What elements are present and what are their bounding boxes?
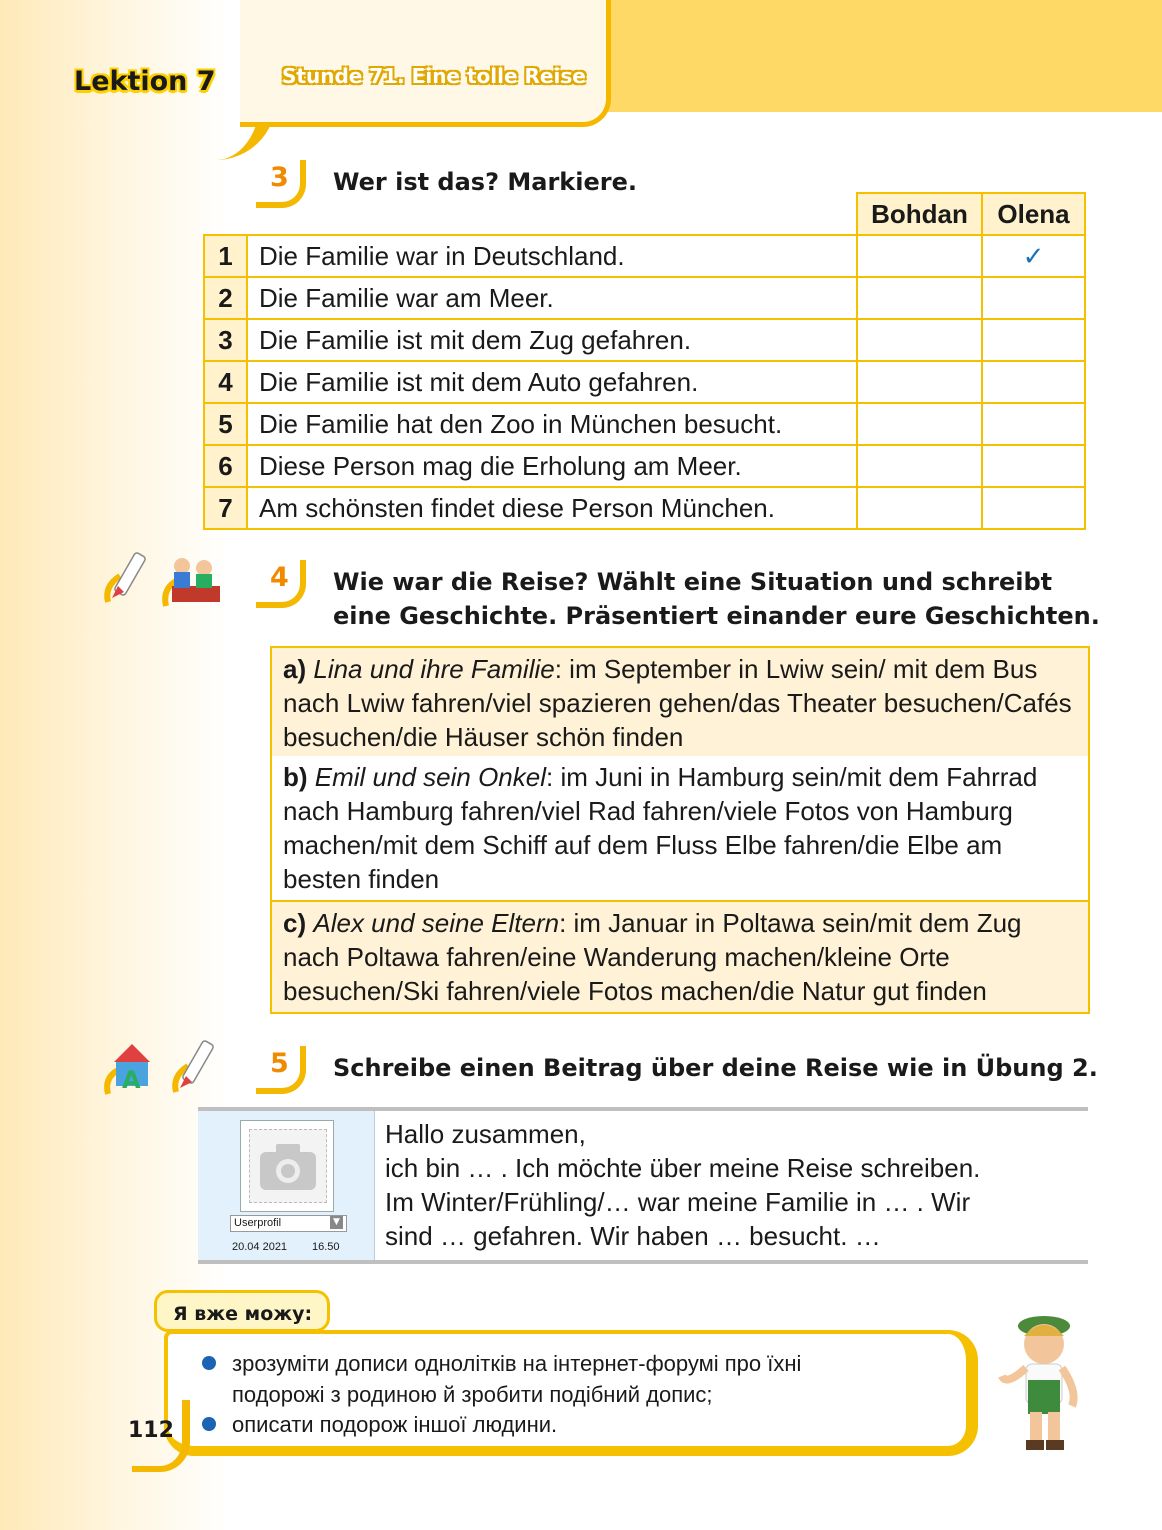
checkbox-cell[interactable] [982, 487, 1085, 529]
bullet-icon [202, 1417, 216, 1431]
exercise-4-title-line1: Wie war die Reise? Wählt eine Situation und schreibt [333, 568, 1053, 596]
table-row: 7 Am schönsten findet diese Person München. [204, 487, 1085, 529]
bullet-icon [202, 1356, 216, 1370]
camera-icon [250, 1130, 326, 1202]
pencil-icon [168, 1034, 228, 1098]
post-bottom-border [198, 1260, 1088, 1264]
exercise-5-title: Schreibe einen Beitrag über deine Reise wie in Übung 2. [333, 1054, 1098, 1082]
checkbox-cell[interactable] [857, 235, 982, 277]
column-header-bohdan: Bohdan [857, 193, 982, 235]
skill-item-2: описати подорож іншої людини. [232, 1412, 558, 1437]
checkbox-cell[interactable] [857, 361, 982, 403]
page-number: 112 [128, 1418, 174, 1443]
checkbox-cell[interactable] [982, 319, 1085, 361]
children-working-icon [160, 548, 228, 612]
abc-house-icon [100, 1036, 162, 1100]
exercise-3-title: Wer ist das? Markiere. [333, 168, 637, 196]
column-header-olena: Olena [982, 193, 1085, 235]
skills-tag: Я вже можу: [154, 1290, 330, 1332]
skill-item-1-line1: зрозуміти дописи однолітків на інтернет-форумі про їхні [232, 1351, 802, 1376]
boy-character-icon [996, 1306, 1092, 1464]
post-text: Hallo zusammen, ich bin … . Ich möchte über meine Reise schreiben. Im Winter/Frühling/… war meine Familie in … . Wir sind … gefahren. Wir haben … besucht. … [385, 1119, 981, 1251]
post-date: 20.04 2021 [232, 1241, 288, 1253]
pencil-icon [100, 546, 160, 610]
table-row: 1 Die Familie war in Deutschland. ✓ [204, 235, 1085, 277]
svg-text:A: A [122, 1066, 141, 1094]
checkbox-cell[interactable] [857, 487, 982, 529]
profile-photo [240, 1120, 334, 1212]
post-divider [374, 1111, 375, 1260]
userprofil-select[interactable]: Userprofil [230, 1215, 347, 1232]
checkbox-cell[interactable] [857, 403, 982, 445]
stunde-title: Stunde 71. Eine tolle Reise [282, 64, 586, 88]
situation-a: a) Lina und ihre Familie: im September in Lwiw sein/ mit dem Bus nach Lwiw fahren/viel spazieren gehen/das Theater besuchen/Cafés besuchen/die Häuser schön finden [270, 646, 1090, 760]
checkbox-cell[interactable] [857, 319, 982, 361]
checkbox-cell[interactable] [982, 403, 1085, 445]
exercise-4-title-line2: eine Geschichte. Präsentiert einander eure Geschichten. [333, 602, 1100, 630]
checkbox-cell[interactable] [982, 445, 1085, 487]
lektion-title: Lektion 7 [74, 66, 216, 97]
checkbox-cell[interactable] [857, 445, 982, 487]
exercise-4-number: 4 [256, 560, 306, 606]
table-row: 4 Die Familie ist mit dem Auto gefahren. [204, 361, 1085, 403]
skill-item-1-line2: подорожі з родиною й зробити подібний допис; [232, 1382, 713, 1407]
table-row: 6 Diese Person mag die Erholung am Meer. [204, 445, 1085, 487]
chevron-down-icon[interactable]: ▼ [330, 1216, 343, 1229]
exercise-3-number: 3 [256, 160, 306, 206]
exercise-3-table [203, 192, 1086, 530]
checkbox-cell[interactable] [982, 277, 1085, 319]
checkbox-cell[interactable] [857, 277, 982, 319]
table-row: 3 Die Familie ist mit dem Zug gefahren. [204, 319, 1085, 361]
table-row: 2 Die Familie war am Meer. [204, 277, 1085, 319]
checkbox-cell[interactable]: ✓ [982, 235, 1085, 277]
header-band [600, 0, 1162, 112]
post-time: 16.50 [312, 1241, 340, 1253]
exercise-5-number: 5 [256, 1046, 306, 1092]
table-row: 5 Die Familie hat den Zoo in München besucht. [204, 403, 1085, 445]
situation-b: b) Emil und sein Onkel: im Juni in Hamburg sein/mit dem Fahrrad nach Hamburg fahren/viel Rad fahren/viele Fotos von Hamburg machen/mit dem Schiff auf dem Fluss Elbe fahren/die Elbe am besten finden [270, 756, 1090, 902]
situation-c: c) Alex und seine Eltern: im Januar in Poltawa sein/mit dem Zug nach Poltawa fahren/eine Wanderung machen/kleine Orte besuchen/Ski fahren/viele Fotos machen/die Natur gut finden [270, 900, 1090, 1014]
checkbox-cell[interactable] [982, 361, 1085, 403]
